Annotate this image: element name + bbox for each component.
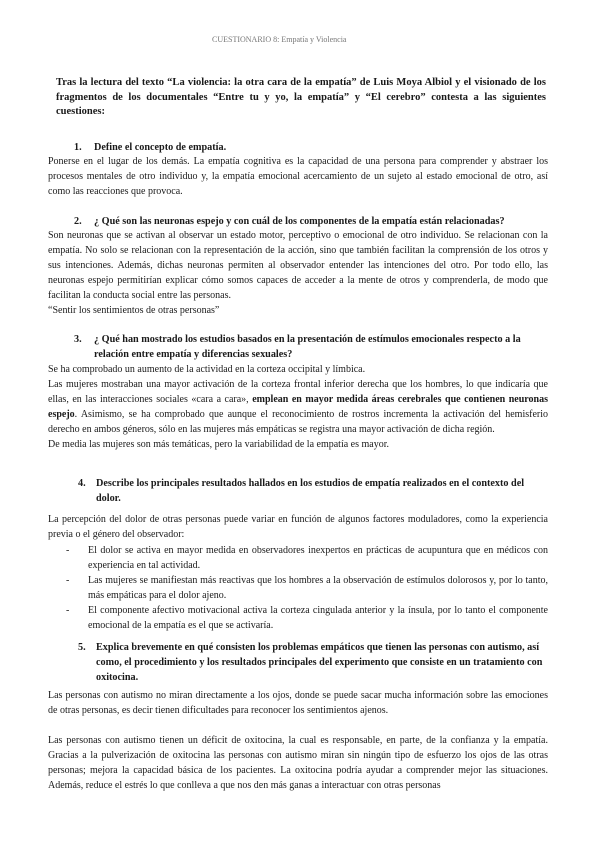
question-number: 3. <box>74 334 82 345</box>
answer-paragraph: Ponerse en el lugar de los demás. La empatía cognitiva es la capacidad de una persona para comprender y abstraer los procesos mentales de otro individuo y, la empatía emocional acercamiento de un sujeto al estado emocional de otro, así como las reacciones que provoca. <box>48 156 548 197</box>
answer-paragraph: Se ha comprobado un aumento de la actividad en la corteza occipital y límbica. <box>48 364 366 375</box>
question-text: Define el concepto de empatía. <box>94 142 227 153</box>
page-header: CUESTIONARIO 8: Empatía y Violencia <box>212 35 347 44</box>
answer-5 <box>48 688 548 793</box>
question-text: ¿ Qué son las neuronas espejo y con cuál de los componentes de la empatía están relacionadas? <box>94 216 505 227</box>
question-4 <box>78 476 544 506</box>
list-item: - El dolor se activa en mayor medida en observadores inexpertos en prácticas de acupuntura que en médicos con experiencia en tal actividad. <box>66 543 548 573</box>
answer-4-list <box>66 543 548 633</box>
question-number: 2. <box>74 216 82 227</box>
question-3 <box>74 332 548 362</box>
question-number: 4. <box>78 478 86 489</box>
answer-quote: “Sentir los sentimientos de otras personas” <box>48 305 220 316</box>
answer-2 <box>48 228 548 318</box>
answer-4-intro <box>48 512 548 542</box>
question-text: Describe los principales resultados hallados en los estudios de empatía realizados en el contexto del dolor. <box>96 478 525 504</box>
question-text: ¿ Qué han mostrado los estudios basados en la presentación de estímulos emocionales respecto a la relación entre empatía y diferencias sexuales? <box>94 334 521 360</box>
list-item: - El componente afectivo motivacional activa la corteza cingulada anterior y la ínsula, por lo tanto el componente emocional de la empatía es el que se activaría. <box>66 603 548 633</box>
question-5 <box>78 640 544 685</box>
answer-3 <box>48 362 548 452</box>
question-1 <box>74 140 544 155</box>
question-2 <box>74 214 548 229</box>
answer-1 <box>48 154 548 199</box>
question-number: 5. <box>78 642 86 653</box>
answer-paragraph: De media las mujeres son más temáticas, pero la variabilidad de la empatía es mayor. <box>48 439 389 450</box>
answer-paragraph: Las personas con autismo tienen un déficit de oxitocina, la cual es responsable, en parte, de la confianza y la empatía. Gracias a la pulverización de oxitocina las personas con autismo miran sin ningún tipo de esfuerzo los ojos de las otras personas; mejora la capacidad básica de los pacientes. La oxitocina podría ayudar a comprender mejor las situaciones. Además, reduce el estrés lo que conlleva a que nos den más ganas a interactuar con otras personas <box>48 735 548 791</box>
answer-paragraph: Las personas con autismo no miran directamente a los ojos, donde se puede sacar mucha información sobre las emociones de otras personas, es decir tienen dificultades para reconocer los sentimientos ajenos. <box>48 690 548 716</box>
list-item: - Las mujeres se manifiestan más reactivas que los hombres a la observación de estímulos dolorosos y, por lo tanto, más empáticas para el dolor ajeno. <box>66 573 548 603</box>
answer-paragraph: La percepción del dolor de otras personas puede variar en función de algunos factores moduladores, como la experiencia previa o el género del observador: <box>48 514 548 540</box>
highlighted-phrase: emplean en mayor medida áreas cerebrales que contienen neuronas espejo <box>48 394 548 420</box>
question-number: 1. <box>74 142 82 153</box>
instructions: Tras la lectura del texto “La violencia: la otra cara de la empatía” de Luis Moya Albiol y el visionado de los fragmentos de los documentales “Entre tu y yo, la empatía” y “El cerebro” contesta a las siguientes cuestiones: <box>56 77 546 117</box>
answer-paragraph: Son neuronas que se activan al observar un estado motor, perceptivo o emocional de otro individuo. Se relacionan con la empatía. No solo se relacionan con la representación de la acción, sino que también facilitan la comprensión de los otros y sus intenciones. Además, dichas neuronas permiten al observador entender las intenciones del otro. Por todo ello, las neuronas espejo permitirían explicar cómo somos capaces de acceder a la mente de otros y comprenderla, de modo que facilitan la conducta social entre las personas. <box>48 230 548 301</box>
question-text: Explica brevemente en qué consisten los problemas empáticos que tienen las personas con autismo, así como, el procedimiento y los resultados principales del experimento que consiste en un tratamiento con oxitocina. <box>96 642 543 683</box>
answer-paragraph: Las mujeres mostraban una mayor activación de la corteza frontal inferior derecha que los hombres, lo que indicaría que ellas, en las interacciones sociales «cara a cara», emplean en mayor medida áreas cerebrales que contienen neuronas espejo. Asimismo, se ha comprobado que aunque el reconocimiento de rostros incrementa la activación del hemisferio derecho en ambos géneros, sólo en las mujeres más empáticas se registra una mayor activación de dicha región. <box>48 379 548 435</box>
